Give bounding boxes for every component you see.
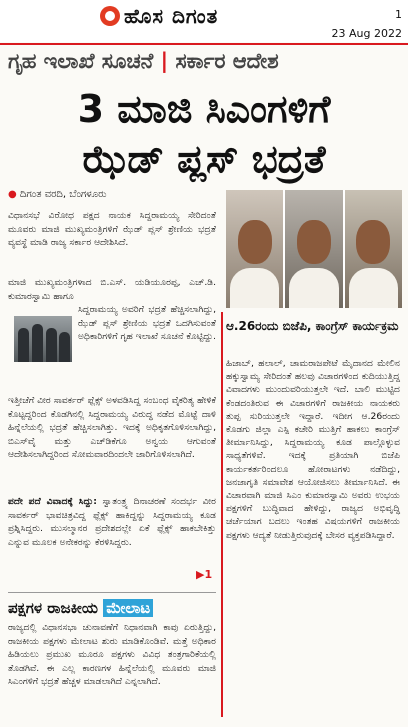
second-headline [8,599,153,617]
portrait-3 [345,190,402,308]
kicker-left: ಗೃಹ ಇಲಾಖೆ ಸೂಚನೆ [8,49,154,73]
article-paragraph-2a: ಮಾಜಿ ಮುಖ್ಯಮಂತ್ರಿಗಳಾದ ಬಿ.ಎಸ್. ಯಡಿಯೂರಪ್ಪ, ಎಚ್.ಡಿ. ಕುಮಾರಸ್ವಾಮಿ ಹಾಗೂ [8,277,216,302]
sun-emblem-icon [100,6,120,26]
portrait-2 [285,190,344,308]
column-rule [221,312,223,717]
sidebar-heading: ಆ.26ರಂದು ಬಿಜೆಪಿ, ಕಾಂಗ್ರೆಸ್ ಕಾರ್ಯಕ್ರಮ [226,319,399,333]
kicker-separator: | [160,49,169,73]
article-paragraph-4 [8,495,216,549]
page-number: 1 [395,8,402,21]
headline-line-1: 3 ಮಾಜಿ ಸಿಎಂಗಳಿಗೆ [77,87,331,131]
masthead-rule [0,43,408,45]
second-headline-highlight: ಮೇಲಾಟ [103,599,153,617]
kicker-line [8,49,400,74]
masthead [0,0,408,42]
section-divider [8,592,216,593]
newspaper-logo [100,4,218,28]
portrait-1 [226,190,285,308]
police-photo [14,316,72,362]
byline-text: ದಿಗಂತ ವರದಿ, ಬೆಂಗಳೂರು [19,189,107,200]
leaders-photo [226,190,402,308]
kicker-right: ಸರ್ಕಾರ ಆದೇಶ [175,49,279,73]
article-paragraph-2b: ಸಿದ್ದರಾಮಯ್ಯ ಅವರಿಗೆ ಭದ್ರತೆ ಹೆಚ್ಚಿಸಲಾಗಿದ್ದು, ಝೆಡ್ ಪ್ಲಸ್ ಶ್ರೇಣಿಯ ಭದ್ರತೆ ಒದಗಿಸುವಂತೆ ಅಧಿಕಾರಿಗಳಿಗೆ ಗೃಹ ಇಲಾಖೆ ಸೂಚನೆ ಕೊಟ್ಟಿದ್ದು. [78,304,216,343]
byline-bullet-icon: ● [8,189,17,200]
main-headline [8,84,400,184]
sidebar-text: ಹಿಜಾಬ್, ಹಲಾಲ್, ಚಾಮರಾಜಪೇಟೆ ಮೈದಾನದ ಮೇಲಿನ ಹಕ್ಕುಸ್ವಾಮ್ಯ ಸೇರಿದಂತೆ ಹಲವು ವಿಚಾರಗಳಿಂದ ಕುದಿಯುತ್ತಿದ್ದ ವಿವಾದಗಳು ಮುಂದುವರಿಯುತ್ತಲೇ ಇದೆ. ಬಾಲಿ ಮುಟ್ಟಿದ ಕೆಂಡದಂತಿರುವ ಈ ವಿಚಾರಗಳಿಗೆ ರಾಜಕೀಯ ನಾಯಕರು ತುಪ್ಪ ಸುರಿಯುತ್ತಲೇ ಇದ್ದಾರೆ. ಇದೀಗ ಆ.26ರಂದು ಕೊಡಗು ಜಿಲ್ಲಾ ಎಸ್ಪಿ ಕಚೇರಿ ಮುತ್ತಿಗೆ ಹಾಕಲು ಕಾಂಗ್ರೆಸ್ ತೀರ್ಮಾನಿಸಿದ್ದು, ಸಿದ್ದರಾಮಯ್ಯ ಕೂಡ ಪಾಲ್ಗೊಳ್ಳುವ ಸಾಧ್ಯತೆಗಳಿವೆ. ಇದಕ್ಕೆ ಪ್ರತಿಯಾಗಿ ಬಿಜೆಪಿ ಕಾರ್ಯಕರ್ತರಿಂದಲೂ ಹೋರಾಟಗಳು ನಡೆದಿದ್ದು, ಜನಜಾಗೃತಿ ಸಮಾವೇಶ ಆಯೋಜಿಸಲು ತೀರ್ಮಾನಿಸಿದೆ. ಈ ವಿಚಾರವಾಗಿ ಮಾಜಿ ಸಿಎಂ ಕುಮಾರಸ್ವಾಮಿ ಅವರು ಉಭಯ ಪಕ್ಷಗಳಿಗೆ ಬುದ್ಧಿವಾದ ಹೇಳಿದ್ದು, ರಾಜ್ಯದ ಅಭಿವೃದ್ಧಿ ಚರ್ಚೆಯಾಗ ಬದಲು ಇಂತಹ ವಿಷಯಗಳಿಗೆ ರಾಜಕೀಯ ಪಕ್ಷಗಳು ಆದ್ಯತೆ ನೀಡುತ್ತಿರುವುದಕ್ಕೆ ಬೇಸರ ವ್ಯಕ್ತಪಡಿಸಿದ್ದಾರೆ. [226,358,400,541]
paragraph-4-text: ಸ್ವಾತಂತ್ರ್ಯ ದಿನಾಚರಣೆ ಸಂದರ್ಭ ವೀರ ಸಾವರ್ಕರ್ ಭಾವಚಿತ್ರವಿದ್ದ ಫ್ಲೆಕ್ಸ್ ಹಾಕಿದ್ದನ್ನು ಸಿದ್ದರಾಮಯ್ಯ ಕೂಡ ಪ್ರಶ್ನಿಸಿದ್ದರು. ಮುಸಲ್ಮಾನರ ಪ್ರದೇಶದಲ್ಲೇ ಏಕೆ ಫ್ಲೆಕ್ಸ್ ಹಾಕಬೇಕಿತ್ತು ಎನ್ನುವ ಮೂಲಕ ಅನೇಕರನ್ನು ಕೆರಳಿಸಿದ್ದರು. [8,496,217,548]
article-paragraph-3: ಇತ್ತೀಚೆಗೆ ವೀರ ಸಾವರ್ಕರ್ ಫ್ಲೆಕ್ಸ್ ಅಳವಡಿಸಿದ್ದ ಸಂಬಂಧ ವೈಕರಿತ್ಯ ಹೇಳಿಕೆ ಕೊಟ್ಟದ್ದರಿಂದ ಕೊಡಗಿನಲ್ಲಿ ಸಿದ್ದರಾಮಯ್ಯ ವಿರುದ್ಧ ನಡೆದ ಮೊಟ್ಟೆ ದಾಳಿ ಹಿನ್ನೆಲೆಯಲ್ಲಿ ಭದ್ರತೆ ಹೆಚ್ಚಿಸಲಾಗಿತ್ತು. ಇದಕ್ಕೆ ಅಧಿಕೃತಗೊಳಿಸಲಾಗಿದ್ದು, ಬಿಎಸ್‌ವೈ ಮತ್ತು ಎಚ್‌ಡಿಕೆಗೂ ಅನ್ವಯ ಆಗುವಂತೆ ಆದೇಶಿಸಲಾಗಿದ್ದರಿಂದ ಸೋಮವಾರದಿಂದಲೇ ಜಾರಿಗೊಳಿಸಲಾಗಿದೆ. [8,395,216,461]
continued-marker: ▶1 [196,568,213,581]
subheading: ಪದೇ ಪದೆ ವಿವಾದಕ್ಕೆ ಸಿದ್ದು: [8,496,97,507]
second-headline-a: ಪಕ್ಷಗಳ ರಾಜಕೀಯ [8,599,98,617]
logo-text: ಹೊಸ ದಿಗಂತ [124,4,219,28]
edition-date: 23 Aug 2022 [331,27,402,40]
headline-line-2: ಝೆಡ್ ಪ್ಲಸ್ ಭದ್ರತೆ [82,137,326,181]
byline [8,189,107,200]
article-paragraph-1: ವಿಧಾನಸಭೆ ವಿರೋಧ ಪಕ್ಷದ ನಾಯಕ ಸಿದ್ದರಾಮಯ್ಯ ಸೇರಿದಂತೆ ಮೂವರು ಮಾಜಿ ಮುಖ್ಯಮಂತ್ರಿಗಳಿಗೆ ಝೆಡ್ ಪ್ಲಸ್ ಶ್ರೇಣಿಯ ಭದ್ರತೆ ವ್ಯವಸ್ಥೆ ಮಾಡಿ ರಾಜ್ಯ ಸರ್ಕಾರ ಆದೇಶಿಸಿದೆ. [8,210,216,249]
second-article-text: ರಾಜ್ಯದಲ್ಲಿ ವಿಧಾನಸಭಾ ಚುನಾವಣೆಗೆ ನಿಧಾನವಾಗಿ ಕಾವು ಏರುತ್ತಿದ್ದು, ರಾಜಕೀಯ ಪಕ್ಷಗಳು ಮೇಲಾಟ ಶುರು ಮಾಡಿಕೊಂಡಿವೆ. ಮತ್ತೆ ಅಧಿಕಾರ ಹಿಡಿಯಲು ಪ್ರಮುಖ ಮೂರೂ ಪಕ್ಷಗಳು ವಿವಿಧ ತಂತ್ರಗಾರಿಕೆಯಲ್ಲಿ ತೊಡಗಿವೆ. ಈ ಎಲ್ಲ ಕಾರಣಗಳ ಹಿನ್ನೆಲೆಯಲ್ಲಿ ಮೂವರು ಮಾಜಿ ಸಿಎಂಗಳಿಗೆ ಭದ್ರತೆ ಹೆಚ್ಚಳ ಮಾಡಲಾಗಿದೆ ಎನ್ನಲಾಗಿದೆ. [8,622,216,688]
